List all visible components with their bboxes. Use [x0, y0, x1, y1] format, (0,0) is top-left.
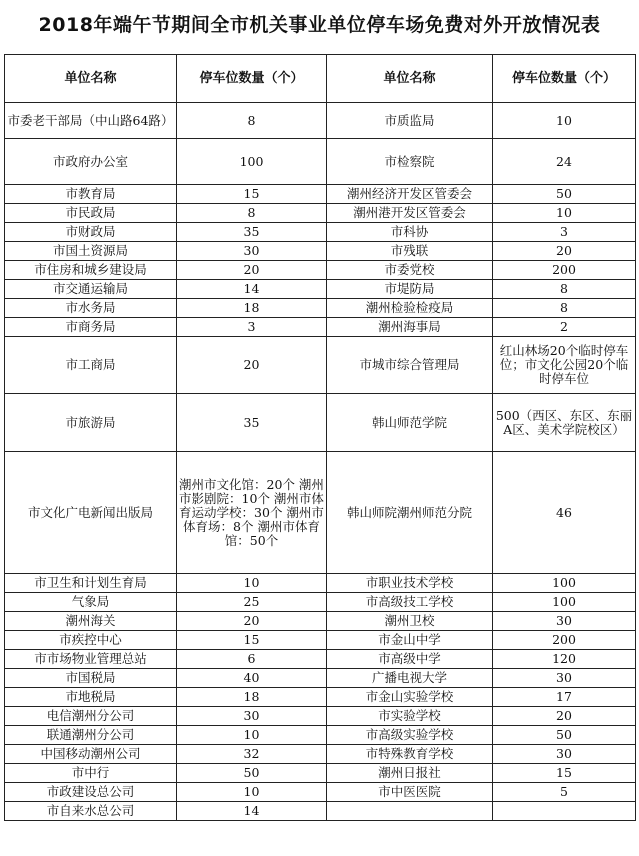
unit-name-cell: 市旅游局 — [5, 394, 177, 452]
spaces-cell: 24 — [493, 139, 636, 185]
spaces-cell: 10 — [177, 783, 327, 802]
spaces-cell: 18 — [177, 299, 327, 318]
unit-name-cell: 市高级实验学校 — [327, 726, 493, 745]
table-row — [5, 261, 636, 280]
table-header-row — [5, 55, 636, 103]
spaces-cell: 200 — [493, 631, 636, 650]
unit-name-cell: 市水务局 — [5, 299, 177, 318]
spaces-cell: 3 — [177, 318, 327, 337]
spaces-cell: 10 — [177, 726, 327, 745]
unit-name-cell: 市特殊教育学校 — [327, 745, 493, 764]
table-row — [5, 802, 636, 821]
spaces-cell: 10 — [493, 204, 636, 223]
table-row — [5, 726, 636, 745]
unit-name-cell: 市卫生和计划生育局 — [5, 574, 177, 593]
unit-name-cell: 市职业技术学校 — [327, 574, 493, 593]
spaces-cell: 50 — [177, 764, 327, 783]
unit-name-cell: 韩山师院潮州师范分院 — [327, 452, 493, 574]
spaces-cell: 120 — [493, 650, 636, 669]
table-row — [5, 783, 636, 802]
header-unit-name-2: 单位名称 — [327, 55, 493, 103]
spaces-cell: 14 — [177, 802, 327, 821]
unit-name-cell: 市教育局 — [5, 185, 177, 204]
unit-name-cell: 市交通运输局 — [5, 280, 177, 299]
unit-name-cell: 广播电视大学 — [327, 669, 493, 688]
spaces-cell: 20 — [493, 707, 636, 726]
unit-name-cell: 气象局 — [5, 593, 177, 612]
spaces-cell: 8 — [177, 103, 327, 139]
spaces-cell: 17 — [493, 688, 636, 707]
table-row — [5, 337, 636, 394]
unit-name-cell: 联通潮州分公司 — [5, 726, 177, 745]
unit-name-cell: 市市场物业管理总站 — [5, 650, 177, 669]
table-row — [5, 688, 636, 707]
table-row — [5, 745, 636, 764]
table-row — [5, 593, 636, 612]
unit-name-cell: 市金山实验学校 — [327, 688, 493, 707]
unit-name-cell: 韩山师范学院 — [327, 394, 493, 452]
unit-name-cell: 市委党校 — [327, 261, 493, 280]
unit-name-cell: 市国税局 — [5, 669, 177, 688]
spaces-cell: 8 — [493, 299, 636, 318]
unit-name-cell: 中国移动潮州公司 — [5, 745, 177, 764]
unit-name-cell: 市高级技工学校 — [327, 593, 493, 612]
table-row — [5, 103, 636, 139]
spaces-cell: 14 — [177, 280, 327, 299]
unit-name-cell: 潮州海事局 — [327, 318, 493, 337]
header-spaces-2: 停车位数量（个） — [493, 55, 636, 103]
table-row — [5, 669, 636, 688]
unit-name-cell: 潮州经济开发区管委会 — [327, 185, 493, 204]
table-row — [5, 223, 636, 242]
spaces-cell: 100 — [493, 574, 636, 593]
spaces-cell: 25 — [177, 593, 327, 612]
spaces-cell: 18 — [177, 688, 327, 707]
parking-table — [4, 54, 636, 821]
spaces-cell: 8 — [493, 280, 636, 299]
spaces-cell: 15 — [493, 764, 636, 783]
unit-name-cell: 市委老干部局（中山路64路） — [5, 103, 177, 139]
table-row — [5, 185, 636, 204]
unit-name-cell: 市工商局 — [5, 337, 177, 394]
unit-name-cell: 市自来水总公司 — [5, 802, 177, 821]
spaces-cell — [493, 802, 636, 821]
table-row — [5, 280, 636, 299]
spaces-cell: 10 — [177, 574, 327, 593]
spaces-cell: 10 — [493, 103, 636, 139]
unit-name-cell: 市城市综合管理局 — [327, 337, 493, 394]
spaces-cell: 20 — [493, 242, 636, 261]
table-row — [5, 318, 636, 337]
table-row — [5, 764, 636, 783]
unit-name-cell: 市中行 — [5, 764, 177, 783]
spaces-cell: 3 — [493, 223, 636, 242]
table-row — [5, 574, 636, 593]
table-row — [5, 631, 636, 650]
unit-name-cell: 市质监局 — [327, 103, 493, 139]
table-row — [5, 204, 636, 223]
unit-name-cell: 潮州检验检疫局 — [327, 299, 493, 318]
unit-name-cell: 市科协 — [327, 223, 493, 242]
unit-name-cell: 市中医医院 — [327, 783, 493, 802]
spaces-cell: 20 — [177, 612, 327, 631]
unit-name-cell — [327, 802, 493, 821]
table-row — [5, 299, 636, 318]
unit-name-cell: 市政府办公室 — [5, 139, 177, 185]
spaces-cell: 20 — [177, 261, 327, 280]
spaces-cell: 46 — [493, 452, 636, 574]
spaces-cell: 15 — [177, 631, 327, 650]
table-row — [5, 707, 636, 726]
unit-name-cell: 潮州卫校 — [327, 612, 493, 631]
spaces-cell: 35 — [177, 223, 327, 242]
unit-name-cell: 潮州港开发区管委会 — [327, 204, 493, 223]
unit-name-cell: 市财政局 — [5, 223, 177, 242]
spaces-cell: 40 — [177, 669, 327, 688]
spaces-cell: 35 — [177, 394, 327, 452]
unit-name-cell: 市实验学校 — [327, 707, 493, 726]
unit-name-cell: 潮州海关 — [5, 612, 177, 631]
table-body — [5, 103, 636, 821]
spaces-cell: 30 — [177, 242, 327, 261]
unit-name-cell: 市残联 — [327, 242, 493, 261]
spaces-cell: 8 — [177, 204, 327, 223]
header-spaces-1: 停车位数量（个） — [177, 55, 327, 103]
spaces-cell: 6 — [177, 650, 327, 669]
unit-name-cell: 市堤防局 — [327, 280, 493, 299]
spaces-cell: 500（西区、东区、东丽A区、美术学院校区） — [493, 394, 636, 452]
table-row — [5, 394, 636, 452]
unit-name-cell: 市金山中学 — [327, 631, 493, 650]
spaces-cell: 100 — [177, 139, 327, 185]
spaces-cell: 30 — [177, 707, 327, 726]
spaces-cell: 50 — [493, 185, 636, 204]
unit-name-cell: 市民政局 — [5, 204, 177, 223]
spaces-cell: 30 — [493, 612, 636, 631]
table-row — [5, 612, 636, 631]
table-row — [5, 452, 636, 574]
spaces-cell: 20 — [177, 337, 327, 394]
spaces-cell: 200 — [493, 261, 636, 280]
spaces-cell: 100 — [493, 593, 636, 612]
spaces-cell: 红山林场20个临时停车位；市文化公园20个临时停车位 — [493, 337, 636, 394]
unit-name-cell: 电信潮州分公司 — [5, 707, 177, 726]
table-row — [5, 139, 636, 185]
unit-name-cell: 市文化广电新闻出版局 — [5, 452, 177, 574]
spaces-cell: 2 — [493, 318, 636, 337]
spaces-cell: 30 — [493, 745, 636, 764]
spaces-cell: 30 — [493, 669, 636, 688]
unit-name-cell: 市住房和城乡建设局 — [5, 261, 177, 280]
unit-name-cell: 市地税局 — [5, 688, 177, 707]
header-unit-name-1: 单位名称 — [5, 55, 177, 103]
unit-name-cell: 市检察院 — [327, 139, 493, 185]
spaces-cell: 5 — [493, 783, 636, 802]
unit-name-cell: 市国土资源局 — [5, 242, 177, 261]
table-row — [5, 650, 636, 669]
table-row — [5, 242, 636, 261]
spaces-cell: 潮州市文化馆：20个 潮州市影剧院：10个 潮州市体育运动学校：30个 潮州市体育场：8个 潮州市体育馆：50个 — [177, 452, 327, 574]
unit-name-cell: 市商务局 — [5, 318, 177, 337]
spaces-cell: 32 — [177, 745, 327, 764]
page-title: 2018年端午节期间全市机关事业单位停车场免费对外开放情况表 — [38, 14, 601, 36]
spaces-cell: 50 — [493, 726, 636, 745]
spaces-cell: 15 — [177, 185, 327, 204]
unit-name-cell: 潮州日报社 — [327, 764, 493, 783]
unit-name-cell: 市高级中学 — [327, 650, 493, 669]
unit-name-cell: 市疾控中心 — [5, 631, 177, 650]
unit-name-cell: 市政建设总公司 — [5, 783, 177, 802]
